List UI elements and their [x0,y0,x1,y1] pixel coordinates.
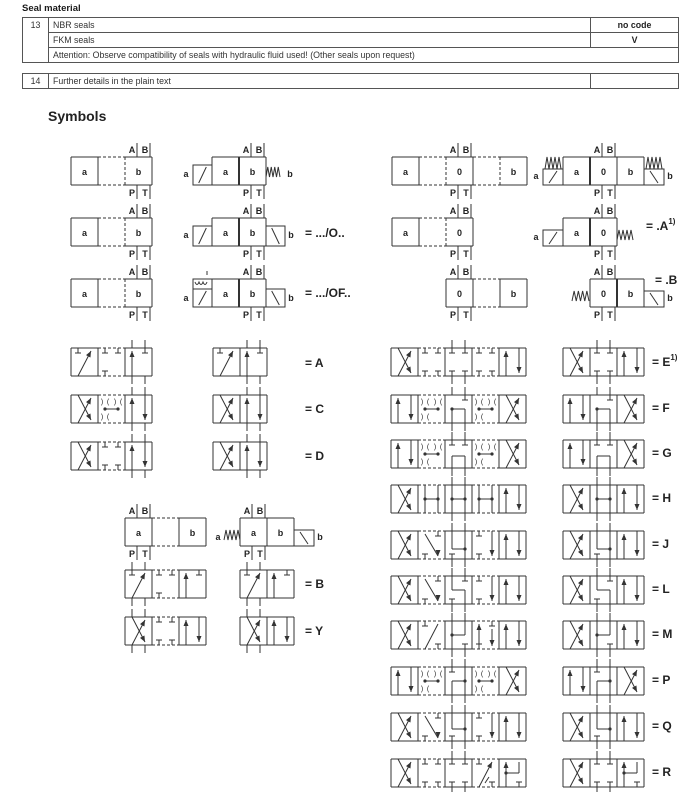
designation-G: = G [652,446,672,460]
designation-B: = B [305,577,325,591]
svg-text:a: a [533,232,539,242]
svg-text:b: b [287,169,293,179]
svg-text:(: ( [439,444,443,451]
svg-text:b: b [189,528,196,538]
svg-text:): ) [487,671,491,678]
svg-text:P: P [242,188,250,198]
svg-text:): ) [420,399,424,406]
svg-text:a: a [183,293,189,303]
svg-text:a: a [183,230,189,240]
svg-text:T: T [463,310,469,320]
seal-material-title: Seal material [22,3,81,14]
svg-text:a: a [135,528,142,538]
svg-text:): ) [420,414,424,421]
svg-text:B: B [462,267,470,277]
designation-dot-A: = $.A^{1)}$ [646,217,676,233]
svg-text:): ) [433,444,437,451]
designation-H: = H [652,491,672,505]
designation-dot-B: = .B [655,273,678,287]
designation-D: = D [305,449,325,463]
svg-text:): ) [420,444,424,451]
designation-E: = $E^{1)}$ [652,353,678,369]
svg-text:0: 0 [600,228,607,238]
svg-text:P: P [128,310,136,320]
svg-text:T: T [142,310,148,320]
svg-text:A: A [593,267,601,277]
svg-text:T: T [256,310,262,320]
svg-text:P: P [593,249,601,259]
svg-text:): ) [474,671,478,678]
seal-note: Attention: Observe compatibility of seals with hydraulic fluid used! (Other seals upon request) [49,48,679,63]
svg-text:0: 0 [456,167,463,177]
svg-text:A: A [128,206,136,216]
svg-text:A: A [128,145,136,155]
svg-text:a: a [222,228,229,238]
svg-text:a: a [222,289,229,299]
svg-text:): ) [433,399,437,406]
svg-text:(: ( [426,671,430,678]
svg-text:b: b [288,230,294,240]
svg-text:b: b [277,528,284,538]
svg-text:b: b [288,293,294,303]
svg-text:): ) [474,399,478,406]
svg-text:0: 0 [456,289,463,299]
svg-text:P: P [449,188,457,198]
svg-text:(: ( [426,459,430,466]
svg-text:P: P [243,549,251,559]
svg-text:T: T [142,188,148,198]
svg-text:): ) [474,459,478,466]
svg-text:b: b [667,293,673,303]
svg-text:): ) [474,686,478,693]
svg-text:(: ( [426,686,430,693]
designation-R: = R [652,765,672,779]
svg-text:0: 0 [600,289,607,299]
svg-text:): ) [487,399,491,406]
svg-text:B: B [255,145,263,155]
svg-text:A: A [449,267,457,277]
svg-text:B: B [141,267,149,277]
row-number: 13 [23,18,49,63]
svg-text:A: A [593,206,601,216]
svg-text:B: B [256,506,264,516]
svg-text:B: B [606,145,614,155]
svg-text:P: P [128,549,136,559]
svg-text:b: b [135,228,142,238]
svg-text:B: B [141,145,149,155]
svg-text:(: ( [426,444,430,451]
designation-A: = A [305,356,324,370]
svg-text:(: ( [493,399,497,406]
svg-text:(: ( [119,399,123,406]
svg-text:T: T [142,549,148,559]
svg-text:(: ( [480,444,484,451]
svg-text:): ) [474,444,478,451]
svg-text:(: ( [106,399,110,406]
svg-text:(: ( [480,459,484,466]
svg-text:A: A [242,267,250,277]
svg-text:A: A [449,145,457,155]
svg-text:b: b [510,167,517,177]
svg-text:a: a [222,167,229,177]
svg-text:): ) [487,444,491,451]
svg-text:T: T [463,249,469,259]
svg-text:P: P [242,249,250,259]
svg-text:b: b [135,289,142,299]
svg-text:a: a [81,228,88,238]
svg-text:P: P [449,310,457,320]
svg-text:): ) [420,459,424,466]
svg-text:A: A [243,506,251,516]
row-number: 14 [23,74,49,89]
svg-text:B: B [462,206,470,216]
svg-text:B: B [141,506,149,516]
svg-text:(: ( [480,686,484,693]
svg-text:b: b [317,532,323,542]
svg-text:a: a [402,228,409,238]
svg-text:B: B [255,206,263,216]
designation-Y: = Y [305,624,324,638]
svg-text:a: a [81,289,88,299]
svg-text:): ) [420,671,424,678]
svg-text:b: b [627,289,634,299]
svg-text:): ) [100,399,104,406]
svg-text:a: a [250,528,257,538]
designation-J: = J [652,537,670,551]
svg-text:0: 0 [456,228,463,238]
svg-text:P: P [128,249,136,259]
svg-text:B: B [141,206,149,216]
svg-text:(: ( [480,414,484,421]
svg-text:a: a [573,167,580,177]
svg-text:T: T [607,249,613,259]
svg-text:P: P [593,188,601,198]
svg-text:(: ( [439,399,443,406]
svg-text:T: T [607,310,613,320]
designation-O: = .../O.. [305,226,345,240]
svg-text:b: b [249,289,256,299]
svg-text:): ) [433,671,437,678]
svg-text:(: ( [480,671,484,678]
svg-text:): ) [420,686,424,693]
seal-option-label: FKM seals [49,33,591,48]
svg-text:B: B [606,206,614,216]
svg-text:(: ( [439,671,443,678]
svg-text:a: a [402,167,409,177]
symbols-title: Symbols [48,108,107,124]
svg-text:a: a [183,169,189,179]
svg-text:b: b [627,167,634,177]
further-details-label: Further details in the plain text [49,74,591,89]
svg-text:T: T [256,249,262,259]
svg-text:b: b [135,167,142,177]
svg-text:A: A [593,145,601,155]
svg-text:): ) [100,414,104,421]
svg-text:T: T [607,188,613,198]
svg-text:A: A [128,506,136,516]
designation-F: = F [652,401,670,415]
svg-text:(: ( [493,671,497,678]
svg-text:b: b [249,228,256,238]
designation-L: = L [652,582,670,596]
designation-P: = P [652,673,671,687]
designation-OF: = .../OF.. [305,286,351,300]
svg-text:T: T [257,549,263,559]
svg-text:(: ( [426,414,430,421]
svg-text:(: ( [106,414,110,421]
svg-text:a: a [81,167,88,177]
svg-text:P: P [593,310,601,320]
svg-text:B: B [462,145,470,155]
svg-text:B: B [606,267,614,277]
svg-text:T: T [256,188,262,198]
svg-text:T: T [463,188,469,198]
designation-C: = C [305,402,325,416]
svg-text:b: b [510,289,517,299]
svg-text:P: P [449,249,457,259]
svg-text:b: b [667,171,673,181]
svg-text:(: ( [426,399,430,406]
svg-text:A: A [242,145,250,155]
svg-text:(: ( [493,444,497,451]
svg-text:A: A [128,267,136,277]
svg-text:b: b [249,167,256,177]
seal-option-code: V [591,33,679,48]
svg-text:P: P [128,188,136,198]
svg-text:): ) [474,414,478,421]
svg-text:A: A [449,206,457,216]
svg-text:(: ( [480,399,484,406]
seal-option-code: no code [591,18,679,33]
designation-Q: = Q [652,719,672,733]
svg-text:a: a [533,171,539,181]
designation-M: = M [652,627,673,641]
svg-text:A: A [242,206,250,216]
seal-option-label: NBR seals [49,18,591,33]
svg-text:a: a [573,228,580,238]
svg-text:0: 0 [600,167,607,177]
svg-text:T: T [142,249,148,259]
svg-text:B: B [255,267,263,277]
svg-text:a: a [215,532,221,542]
svg-text:P: P [242,310,250,320]
svg-text:): ) [113,399,117,406]
